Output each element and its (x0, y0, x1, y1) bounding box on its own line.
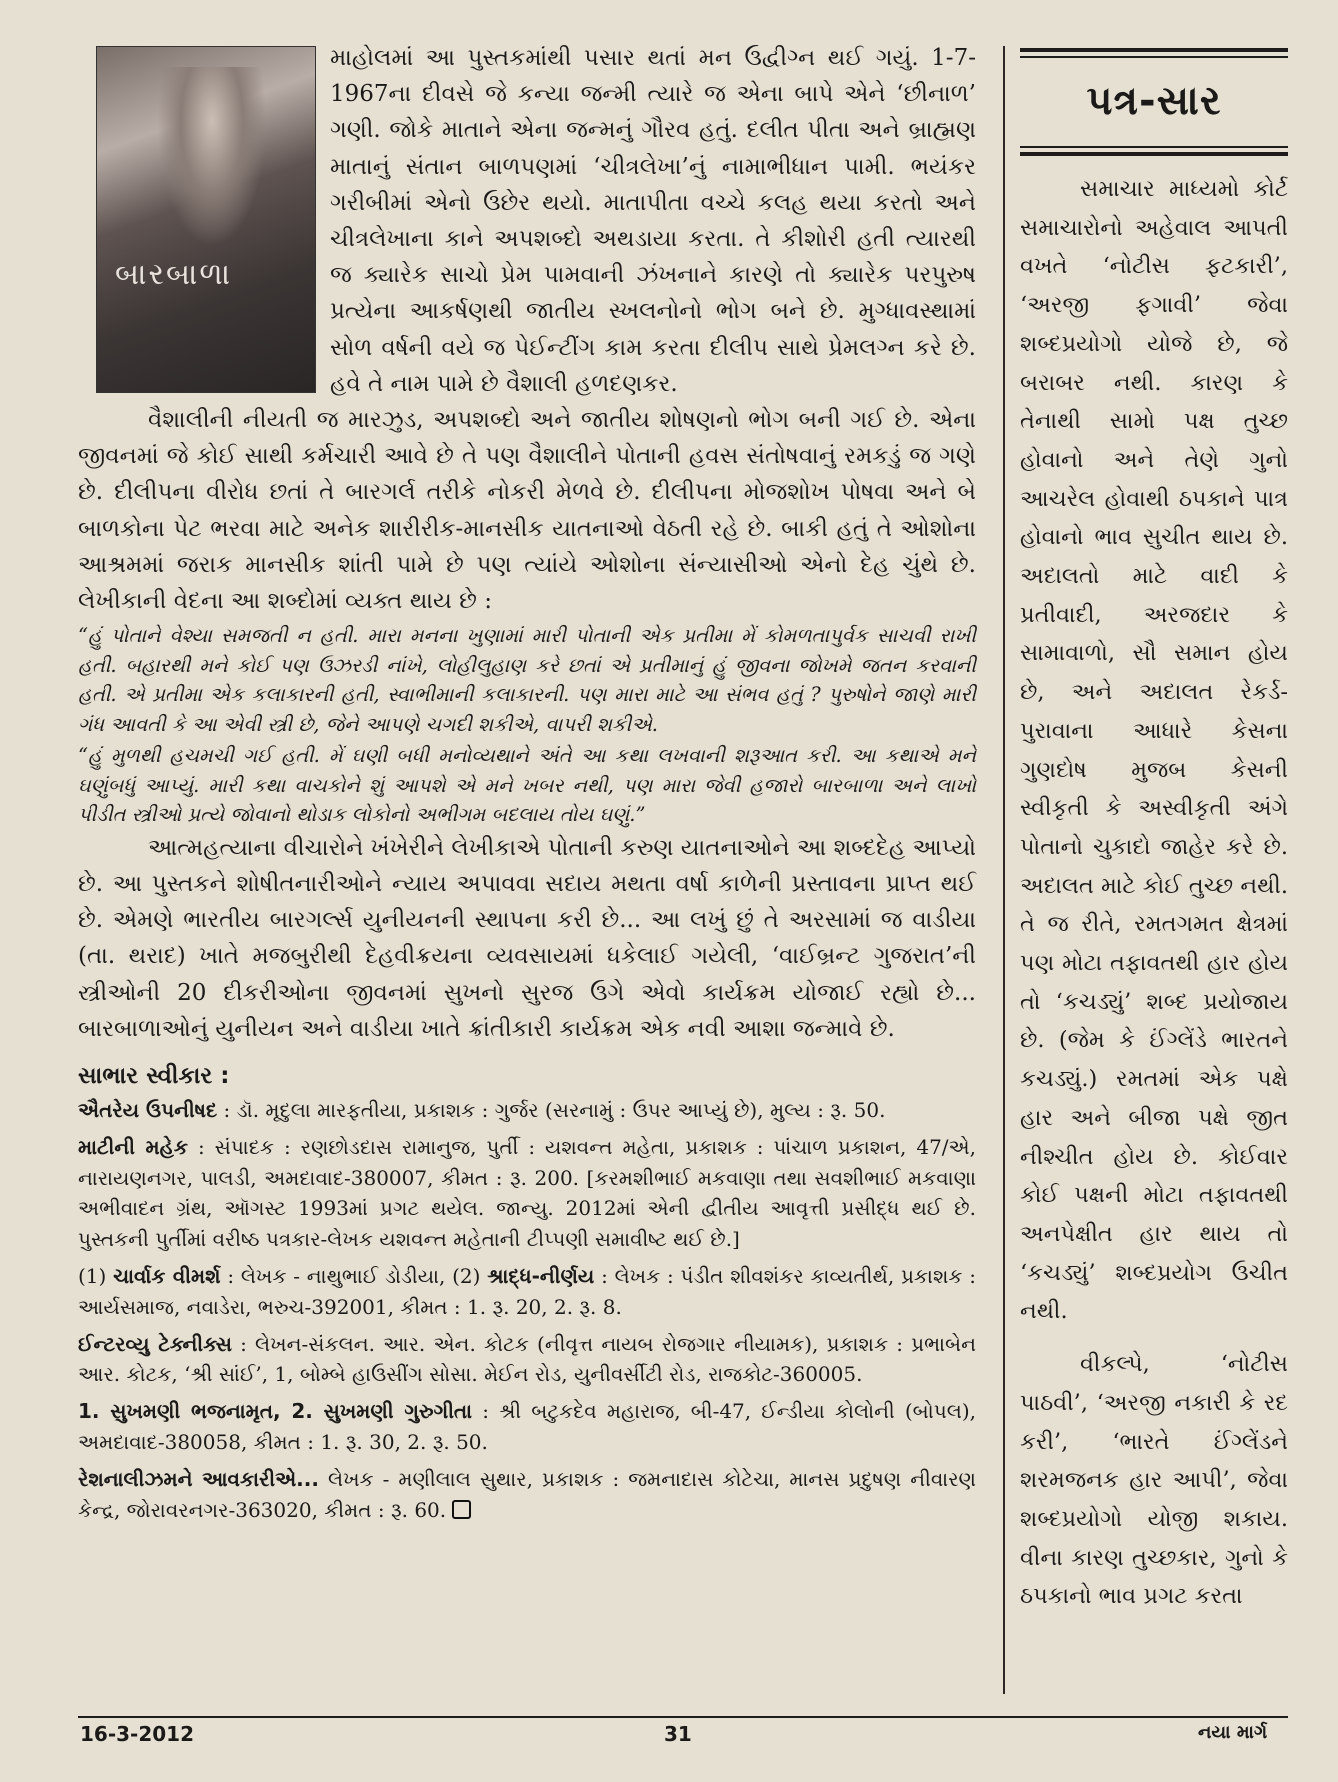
ack-entry-text-2: : લેખક : પંડીત શીવશંકર કાવ્યતીર્થ, પ્રકાશક : આર્યસમાજ, નવાડેરા, ભરુચ-392001, કીમત : 1. રૂ. 20, 2. રૂ. 8. (78, 1263, 976, 1319)
footer-page-number: 31 (664, 1722, 692, 1746)
ack-entry-prefix: (1) (78, 1263, 114, 1288)
article-column (78, 40, 976, 1525)
article-paragraph-2: વૈશાલીની નીયતી જ મારઝુડ, અપશબ્દો અને જાતીય શોષણનો ભોગ બની ગઈ છે. એના જીવનમાં જે કોઈ સાથી કર્મચારી આવે છે તે પણ વૈશાલીને પોતાની હવસ સંતોષવાનું રમકડું જ ગણે છે. દીલીપના વીરોધ છતાં તે બારગર્લ તરીકે નોકરી મેળવે છે. દીલીપના મોજશોખ પોષવા અને બે બાળકોના પેટ ભરવા માટે અનેક શારીરીક-માનસીક યાતનાઓ વેઠતી રહે છે. બાકી હતું તે ઓશોના આશ્રમમાં જરાક માનસીક શાંતી પામે છે પણ ત્યાંયે ઓશોના સંન્યાસીઓ એનો દેહ ચુંથે છે. લેખીકાની વેદના આ શબ્દોમાં વ્યક્ત થાય છે : (78, 407, 976, 615)
sidebar-paragraph-2: વીકલ્પે, ‘નોટીસ પાઠવી’, ‘અરજી નકારી કે રદ કરી’, ‘ભારતે ઈંગ્લેંડને શરમજનક હાર આપી’, જેવા શબ્દપ્રયોગો યોજી શકાય. વીના કારણ તુચ્છકાર, ગુનો કે ઠપકાનો ભાવ પ્રગટ કરતા (1020, 1351, 1288, 1610)
end-square-icon (452, 1500, 471, 1519)
ack-entry-text: : લેખક - નાથુભાઈ ડોડીયા, (2) (220, 1263, 488, 1288)
ack-entry-title: 1. સુખમણી ભજનામૃત, 2. સુખમણી ગુરુગીતા (78, 1399, 473, 1424)
book-cover-image (96, 46, 316, 393)
article-paragraph-3: આત્મહત્યાના વીચારોને ખંખેરીને લેખીકાએ પોતાની કરુણ યાતનાઓને આ શબ્દદેહ આપ્યો છે. આ પુસ્તકને શોષીતનારીઓને ન્યાય અપાવવા સદાય મથતા વર્ષા કાળેની પ્રસ્તાવના પ્રાપ્ત થઈ છે. એમણે ભારતીય બારગર્લ્સ યુનીયનની સ્થાપના કરી છે... આ લખું છું તે અરસામાં જ વાડીયા (તા. થરાદ) ખાતે મજબુરીથી દેહવીક્રયના વ્યવસાયમાં ધકેલાઈ ગયેલી, ‘વાઈબ્રન્ટ ગુજરાત’ની સ્ત્રીઓની 20 દીકરીઓના જીવનમાં સુખનો સુરજ ઉગે એવો કાર્યક્રમ યોજાઈ રહ્યો છે... બારબાળાઓનું યુનીયન અને વાડીયા ખાતે ક્રાંતીકારી કાર્યક્રમ એક નવી આશા જન્માવે છે. (78, 834, 976, 1042)
ack-entry-title-2: શ્રાદ્ધ-નીર્ણય (487, 1263, 595, 1288)
book-cover-title: બારબાળા (115, 257, 233, 292)
column-divider (1003, 46, 1005, 1694)
ack-entry-6 (78, 1464, 976, 1526)
sidebar-heading: પત્ર-સાર (1086, 78, 1222, 124)
ack-entry-text: લેખક - મણીલાલ સુથાર, પ્રકાશક : જમનાદાસ કોટેચા, માનસ પ્રદુષણ નીવારણ કેન્દ્ર, જોરાવરનગર-363020, કીમત : રૂ. 60. (78, 1466, 976, 1522)
ack-entry-title: ઈન્ટરવ્યુ ટેક્નીક્સ (78, 1331, 232, 1356)
ack-entry-text: : શ્રી બટુકદેવ મહારાજ, બી-47, ઈન્ડીયા કોલોની (બોપલ), અમદાવાદ-380058, કીમત : 1. રૂ. 30, 2. રૂ. 50. (78, 1399, 976, 1454)
ack-entry-text: : સંપાદક : રણછોડદાસ રામાનુજ, પુર્તી : યશવન્ત મહેતા, પ્રકાશક : પાંચાળ પ્રકાશન, 47/એ, નારાયણનગર, પાલડી, અમદાવાદ-380007, કીમત : રૂ. 200. [કરમશીભાઈ મકવાણા તથા સવશીભાઈ મકવાણા અભીવાદન ગ્રંથ, ઑગસ્ટ 1993માં પ્રગટ થયેલ. જાન્યુ. 2012માં એની દ્વીતીય આવૃત્તી પ્રસીદ્ધ થઈ છે. પુસ્તકની પુર્તીમાં વરીષ્ઠ પત્રકાર-લેખક યશવન્ત મહેતાની ટીપ્પણી સમાવીષ્ટ થઈ છે.] (78, 1134, 976, 1252)
footer-date: 16-3-2012 (80, 1722, 195, 1746)
ack-entry-3 (78, 1261, 976, 1323)
heading-rule-top (1020, 48, 1288, 52)
acknowledgement-heading: સાભાર સ્વીકાર : (78, 1062, 230, 1089)
footer-rule (78, 1716, 1288, 1718)
sidebar-column (1020, 48, 1288, 1616)
footer-publication-name: નયા માર્ગ (1198, 1722, 1268, 1743)
ack-entry-text: : લેખન-સંકલન. આર. એન. કોટક (નીવૃત્ત નાયબ રોજગાર નીયામક), પ્રકાશક : પ્રભાબેન આર. કોટક, ‘શ્રી સાંઈ’, 1, બોમ્બે હાઉસીંગ સોસા. મેઈન રોડ, યુનીવર્સીટી રોડ, રાજકોટ-360005. (78, 1331, 976, 1387)
article-quote-2: “હું મુળથી હચમચી ગઈ હતી. મેં ઘણી બધી મનોવ્યથાને અંતે આ કથા લખવાની શરૂઆત કરી. આ કથાએ મને ઘણુંબધું આપ્યું. મારી કથા વાચકોને શું આપશે એ મને ખબર નથી, પણ મારા જેવી હજારો બારબાળા અને લાખો પીડીત સ્ત્રીઓ પ્રત્યે જોવાનો થોડાક લોકોનો અભીગમ બદલાય તોય ઘણું.” (78, 744, 976, 827)
ack-entry-title: રેશનાલીઝમને આવકારીએ... (78, 1466, 319, 1491)
cover-figure (157, 67, 267, 247)
ack-entry-2 (78, 1132, 976, 1255)
sidebar-paragraph-1: સમાચાર માધ્યમો કોર્ટ સમાચારોનો અહેવાલ આપતી વખતે ‘નોટીસ ફટકારી’, ‘અરજી ફગાવી’ જેવા શબ્દપ્રયોગો યોજે છે, જે બરાબર નથી. કારણ કે તેનાથી સામો પક્ષ તુચ્છ હોવાનો અને તેણે ગુનો આચરેલ હોવાથી ઠપકાને પાત્ર હોવાનો ભાવ સુચીત થાય છે. અદાલતો માટે વાદી કે પ્રતીવાદી, અરજદાર કે સામાવાળો, સૌ સમાન હોય છે, અને અદાલત રેકર્ડ-પુરાવાના આધારે કેસના ગુણદોષ મુજબ કેસની સ્વીકૃતી કે અસ્વીકૃતી અંગે પોતાનો ચુકાદો જાહેર કરે છે. અદાલત માટે કોઈ તુચ્છ નથી. તે જ રીતે, રમતગમત ક્ષેત્રમાં પણ મોટા તફાવતથી હાર હોય તો ‘કચડ્યું’ શબ્દ પ્રયોજાય છે. (જેમ કે ઈંગ્લેંડે ભારતને કચડ્યું.) રમતમાં એક પક્ષે હાર અને બીજા પક્ષે જીત નીશ્ચીત હોય છે. કોઈવાર કોઈ પક્ષની મોટા તફાવતથી અનપેક્ષીત હાર થાય તો ‘કચડ્યું’ શબ્દપ્રયોગ ઉચીત નથી. (1020, 176, 1288, 1325)
ack-entry-4 (78, 1329, 976, 1391)
heading-rule-bottom (1020, 152, 1288, 156)
ack-entry-title: ચાર્વાક વીમર્શ (113, 1263, 221, 1288)
spacer (1020, 160, 1288, 170)
ack-entry-text: : ડૉ. મૃદુલા મારફતીયા, પ્રકાશક : ગુર્જર (સરનામું : ઉપર આપ્યું છે), મુલ્ય : રૂ. 50. (217, 1097, 886, 1122)
article-paragraph-1: માહોલમાં આ પુસ્તકમાંથી પસાર થતાં મન ઉદ્વીગ્ન થઈ ગયું. 1-7-1967ના દીવસે જે કન્યા જન્મી ત્યારે જ એના બાપે એને ‘છીનાળ’ ગણી. જોકે માતાને એના જન્મનું ગૌરવ હતું. દલીત પીતા અને બ્રાહ્મણ માતાનું સંતાન બાળપણમાં ‘ચીત્રલેખા’નું નામાભીધાન પામી. ભયંકર ગરીબીમાં એનો ઉછેર થયો. માતાપીતા વચ્ચે કલહ થયા કરતો અને ચીત્રલેખાના કાને અપશબ્દો અથડાયા કરતા. તે કીશોરી હતી ત્યારથી જ ક્યારેક સાચો પ્રેમ પામવાની ઝંખનાને કારણે તો ક્યારેક પરપુરુષ પ્રત્યેના આકર્ષણથી જાતીય સ્ખલનોનો ભોગ બને છે. મુગ્ધાવસ્થામાં સોળ વર્ષની વયે જ પેઈન્ટીંગ કામ કરતા દીલીપ સાથે પ્રેમલગ્ન કરે છે. હવે તે નામ પામે છે વૈશાલી હળદણકર. (330, 45, 976, 397)
ack-entry-1 (78, 1095, 976, 1126)
ack-entry-title: ઐતરેય ઉપનીષદ (78, 1097, 218, 1122)
ack-entry-5 (78, 1396, 976, 1458)
ack-entry-title: માટીની મહેક (78, 1134, 189, 1159)
article-quote-1: “હું પોતાને વેશ્યા સમજતી ન હતી. મારા મનના ખુણામાં મારી પોતાની એક પ્રતીમા મેં કોમળતાપુર્વક સાચવી રાખી હતી. બહારથી મને કોઈ પણ ઉઝરડી નાંખે, લોહીલુહાણ કરે છતાં એ પ્રતીમાનું હું જીવના જોખમે જતન કરવાની હતી. એ પ્રતીમા એક કલાકારની હતી, સ્વાભીમાની કલાકારની. પણ મારા માટે આ સંભવ હતું ? પુરુષોને જાણે મારી ગંધ આવતી કે આ એવી સ્ત્રી છે, જેને આપણે ચગદી શકીએ, વાપરી શકીએ. (78, 624, 976, 736)
